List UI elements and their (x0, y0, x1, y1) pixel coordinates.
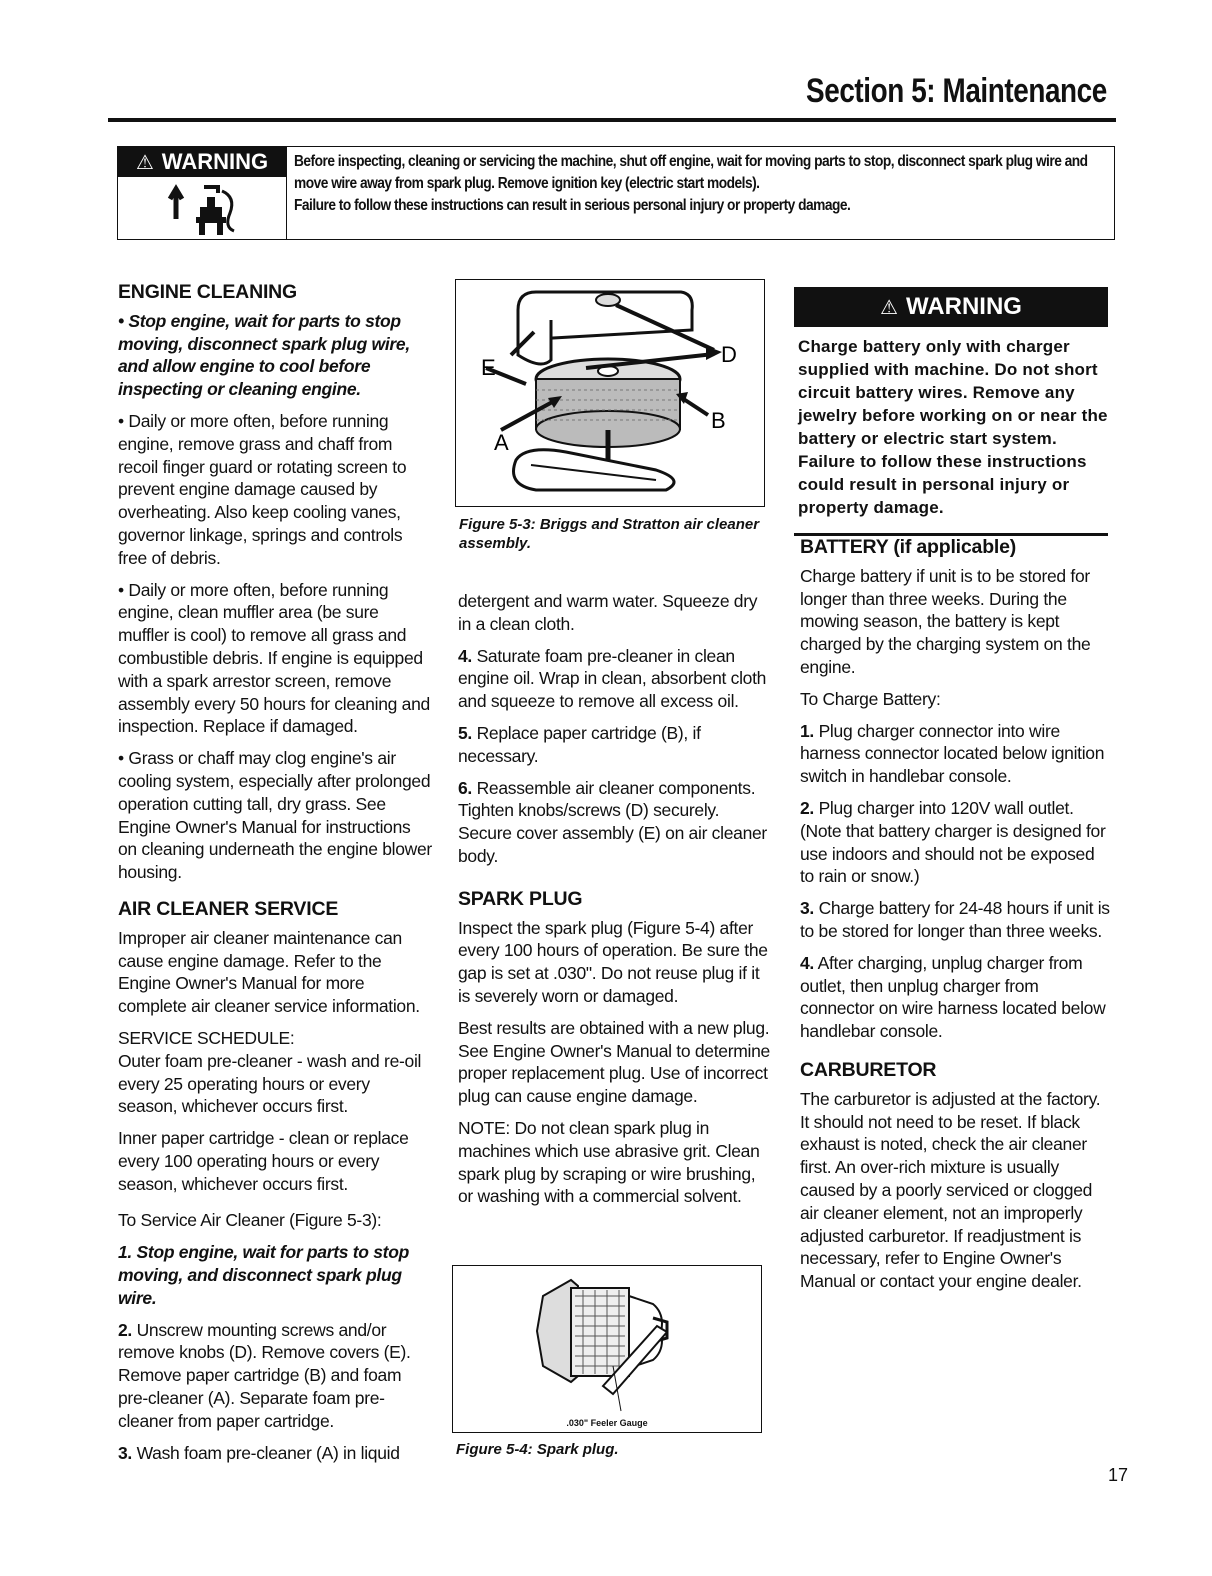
air-cleaner-heading: AIR CLEANER SERVICE (118, 897, 339, 920)
carburetor-paragraph: The carburetor is adjusted at the factory. It should not need to be reset. If black exhaust is noted, check the air cleaner first. An over-rich mixture is usually caused by a poorly serviced or clogged air cleaner element, not an improperly adjusted carburetor. If readjustment is necessary, refer to Engine Owner's Manual or contact your engine dealer. (800, 1088, 1101, 1292)
page-title: Section 5: Maintenance (806, 72, 1107, 110)
battery-heading: BATTERY (if applicable) (800, 536, 1017, 558)
warning-triangle-icon: ⚠ (135, 152, 154, 174)
air-cleaner-step-3: 3. Wash foam pre-cleaner (A) in liquid (118, 1442, 400, 1463)
to-charge-label: To Charge Battery: (800, 688, 941, 709)
service-schedule-inner: Inner paper cartridge - clean or replace every 100 operating hours or every season, whichever occurs first. (118, 1128, 409, 1194)
air-cleaner-step-5: 5. Replace paper cartridge (B), if necessary. (458, 722, 701, 766)
battery-step-1: 1. Plug charger connector into wire harness connector located below ignition switch in handlebar console. (800, 720, 1105, 787)
warning-triangle-icon: ⚠ (880, 297, 898, 319)
spark-plug-paragraph: Inspect the spark plug (Figure 5-4) after every 100 hours of operation. Be sure the gap is set at .030". Do not reuse plug if it is severely worn or damaged. (458, 917, 768, 1006)
air-cleaner-step-4: 4. Saturate foam pre-cleaner in clean engine oil. Wrap in clean, absorbent cloth and squeeze to remove all excess oil. (458, 645, 767, 712)
label-e: E (481, 355, 496, 380)
spark-plug-disconnect-icon (118, 177, 284, 239)
spark-plug-note: NOTE: Do not clean spark plug in machines which use abrasive grit. Clean spark plug by scraping or wire brushing, or washing with a commercial solvent. (458, 1117, 760, 1207)
spark-plug-illustration (453, 1266, 760, 1416)
label-a: A (494, 430, 509, 455)
spark-plug-heading: SPARK PLUG (458, 887, 583, 910)
engine-cleaning-paragraph: • Daily or more often, before running engine, clean muffler area (be sure muffler is cool) to remove all grass and combustible debris. If engine is equipped with a spark arrestor screen, remove assembly every 50 hours for cleaning and inspection. Replace if damaged. (118, 579, 430, 737)
engine-cleaning-warning: • Stop engine, wait for parts to stop moving, disconnect spark plug wire, and allow engine to cool before inspecting or cleaning engine. (118, 310, 410, 400)
air-cleaner-illustration (456, 280, 763, 505)
battery-step-3: 3. Charge battery for 24-48 hours if unit is to be stored for longer than three weeks. (800, 898, 1110, 941)
air-cleaner-step-6: 6. Reassemble air cleaner components. Tighten knobs/screws (D) securely. Secure cover assembly (E) on air cleaner body. (458, 777, 767, 866)
spark-plug-paragraph: Best results are obtained with a new plug. See Engine Owner's Manual to determine proper replacement plug. Use of incorrect plug can cause engine damage. (458, 1017, 770, 1107)
air-cleaner-step-3-cont: detergent and warm water. Squeeze dry in a clean cloth. (458, 591, 758, 634)
warning-icon-panel (118, 147, 287, 239)
battery-warning-box (794, 287, 1108, 536)
air-cleaner-step-1: 1. Stop engine, wait for parts to stop moving, and disconnect spark plug wire. (118, 1242, 409, 1308)
column-middle (458, 590, 773, 1217)
engine-cleaning-paragraph: • Grass or chaff may clog engine's air cooling system, especially after prolonged operation cutting tall, dry grass. See Engine Owner's Manual for instructions on cleaning underneath the engine blower housing. (118, 748, 432, 883)
feeler-gauge-label: .030" Feeler Gauge (566, 1418, 648, 1428)
header-rule (108, 118, 1116, 122)
label-d: D (721, 342, 737, 367)
column-right (800, 536, 1110, 1302)
air-cleaner-step-2: 2. Unscrew mounting screws and/or remove knobs (D). Remove covers (E). Remove paper cartridge (B) and foam pre-cleaner (A). Separate foam pre-cleaner from paper cartridge. (118, 1319, 411, 1431)
top-warning-text: Before inspecting, cleaning or servicing the machine, shut off engine, wait for moving parts to stop, disconnect spark plug wire and move wire away from spark plug. Remove ignition key (electric start models). Failure to follow these instructions can result in serious personal injury or property damage. (294, 153, 1088, 214)
air-cleaner-paragraph: Improper air cleaner maintenance can cause engine damage. Refer to the Engine Owner's Manual for more complete air cleaner service information. (118, 927, 420, 1017)
figure-air-cleaner (455, 279, 765, 507)
figure-spark-plug (452, 1265, 762, 1433)
service-schedule-outer: Outer foam pre-cleaner - wash and re-oil every 25 operating hours or every season, whichever occurs first. (118, 1050, 422, 1117)
battery-step-4: 4. After charging, unplug charger from outlet, then unplug charger from connector on wire harness located below handlebar console. (800, 952, 1106, 1042)
column-left (118, 281, 433, 1473)
service-schedule-label: SERVICE SCHEDULE: (118, 1027, 295, 1048)
page-number: 17 (1107, 1465, 1128, 1485)
battery-warning-text: Charge battery only with charger supplied with machine. Do not short circuit battery wires. Remove any jewelry before working on or near the battery or electric start system. Failure to follow these instructions could result in personal injury or property damage. (798, 337, 1108, 517)
figure-5-3-caption: Figure 5-3: Briggs and Stratton air cleaner assembly. (459, 516, 760, 552)
engine-cleaning-heading: ENGINE CLEANING (118, 281, 298, 303)
figure-5-4-caption: Figure 5-4: Spark plug. (456, 1441, 619, 1458)
warning-banner: ⚠ WARNING (118, 147, 286, 177)
battery-paragraph: Charge battery if unit is to be stored for longer than three weeks. During the mowing season, the battery is kept charged by the charging system on the engine. (800, 565, 1091, 677)
warning-banner: ⚠ WARNING (794, 287, 1108, 327)
top-warning-box (117, 146, 1115, 240)
to-service-label: To Service Air Cleaner (Figure 5-3): (118, 1210, 382, 1231)
carburetor-heading: CARBURETOR (800, 1058, 937, 1081)
label-b: B (711, 408, 726, 433)
battery-step-2: 2. Plug charger into 120V wall outlet. (Note that battery charger is designed for use indoors and should not be exposed to rain or snow.) (800, 797, 1106, 887)
engine-cleaning-paragraph: • Daily or more often, before running engine, remove grass and chaff from recoil finger guard or rotating screen to prevent engine damage caused by overheating. Also keep cooling vanes, governor linkage, springs and controls free of debris. (118, 410, 407, 568)
